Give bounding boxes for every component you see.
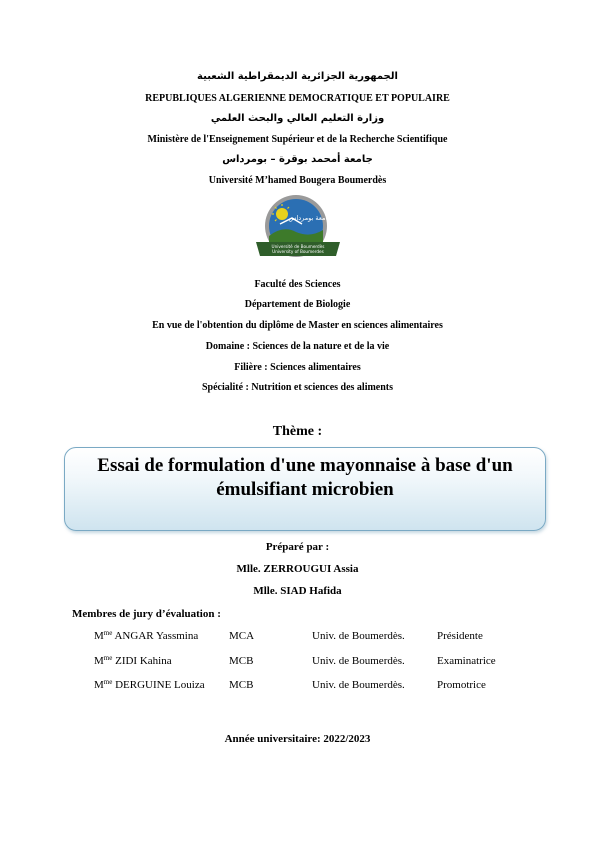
university-arabic: جامعة أمحمد بوقرة – بومرداس: [222, 154, 373, 165]
jury-row: [0, 655, 595, 671]
jury-heading: Membres de jury d’évaluation :: [72, 608, 221, 620]
theme-label: Thème :: [272, 424, 323, 439]
jury-member-name: $M^{me}$ ANGAR Yassmina: [94, 629, 199, 642]
prepared-by-label: Préparé par :: [265, 541, 330, 553]
university-logo-emblem-icon: [238, 192, 358, 264]
logo-sun: [276, 208, 288, 220]
domain-line: Domaine : Sciences de la nature et de la vie: [205, 341, 390, 352]
ministry-arabic: وزارة التعليم العالي والبحث العلمي: [210, 113, 385, 124]
jury-member-grade: MCA: [229, 630, 255, 642]
jury-member-grade: MCB: [229, 655, 254, 667]
specialite-line: Spécialité : Nutrition et sciences des aliments: [201, 382, 394, 393]
degree-line: En vue de l'obtention du diplôme de Master en sciences alimentaires: [152, 320, 443, 331]
logo-text-en: University of Boumerdes: [272, 249, 324, 254]
republic-french: REPUBLIQUES ALGERIENNE DEMOCRATIQUE ET POPULAIRE: [145, 93, 450, 104]
academic-year: Année universitaire: 2022/2023: [224, 733, 371, 745]
jury-member-university: Univ. de Boumerdès.: [312, 679, 405, 691]
jury-member-grade: MCB: [229, 679, 254, 691]
jury-member-role: Promotrice: [437, 679, 486, 691]
department-name: Département de Biologie: [244, 299, 351, 310]
jury-member-university: Univ. de Boumerdès.: [312, 630, 405, 642]
jury-member-name: $M^{me}$ DERGUINE Louiza: [94, 678, 205, 691]
faculty-name: Faculté des Sciences: [254, 279, 341, 290]
jury-member-name: $M^{me}$ ZIDI Kahina: [94, 654, 172, 667]
filiere-line: Filière : Sciences alimentaires: [234, 362, 361, 373]
thesis-title-box: [64, 447, 546, 531]
university-logo: [238, 192, 358, 264]
jury-row: [0, 630, 595, 646]
logo-text-ar: جامعة بومرداس: [288, 214, 332, 222]
logo-text-fr: Université de Boumerdès: [271, 244, 325, 249]
university-french: Université M’hamed Bougera Boumerdès: [208, 175, 387, 186]
jury-member-university: Univ. de Boumerdès.: [312, 655, 405, 667]
thesis-title: Essai de formulation d'une mayonnaise à base d'un émulsifiant microbien: [97, 455, 513, 500]
republic-arabic: الجمهورية الجزائرية الديمقراطية الشعبية: [197, 71, 398, 82]
author-2: Mlle. SIAD Hafida: [253, 585, 342, 597]
jury-row: [0, 679, 595, 695]
jury-member-role: Examinatrice: [437, 655, 496, 667]
author-1: Mlle. ZERROUGUI Assia: [236, 563, 359, 575]
jury-member-role: Présidente: [437, 630, 483, 642]
ministry-french: Ministère de l'Enseignement Supérieur et de la Recherche Scientifique: [147, 134, 448, 145]
